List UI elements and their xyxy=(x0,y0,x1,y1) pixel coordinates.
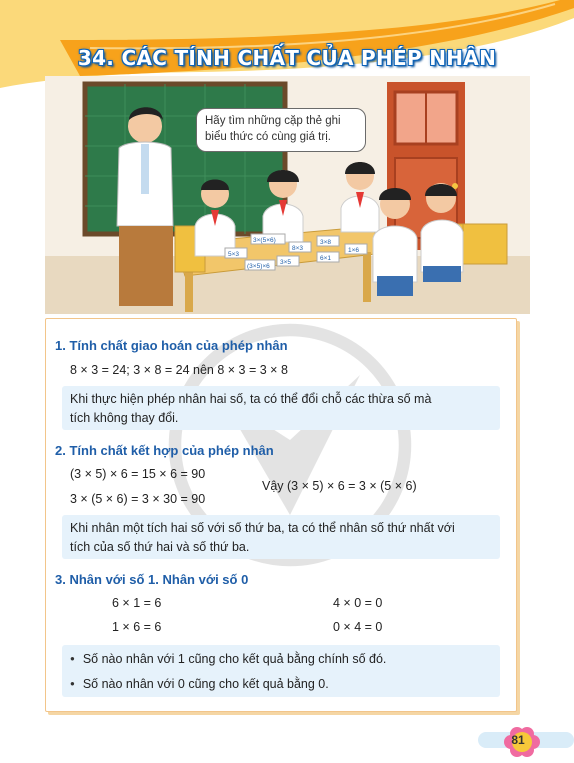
section1-heading: 1. Tính chất giao hoán của phép nhân xyxy=(55,338,288,353)
section2-conclusion: Vậy (3 × 5) × 6 = 3 × (5 × 6) xyxy=(262,479,417,493)
section2-line2: 3 × (5 × 6) = 3 × 30 = 90 xyxy=(70,492,206,506)
card-2: 3×8 xyxy=(320,239,332,246)
section3-eq1: 6 × 1 = 6 xyxy=(112,596,162,610)
card-5: 6×1 xyxy=(320,255,332,262)
page-number: 81 xyxy=(511,733,525,747)
section2-note xyxy=(62,515,500,559)
section3-heading: 3. Nhân với số 1. Nhân với số 0 xyxy=(55,572,249,587)
section1-example: 8 × 3 = 24; 3 × 8 = 24 nên 8 × 3 = 3 × 8 xyxy=(70,363,288,377)
section3-note xyxy=(62,645,500,697)
speech-line-2: biểu thức có cùng giá trị. xyxy=(205,131,331,143)
section3-bullet-1: ● Số nào nhân với 1 cũng cho kết quả bằng chính số đó. xyxy=(70,650,492,670)
section1-note-line1: Khi thực hiện phép nhân hai số, ta có thể đổi chỗ các thừa số mà xyxy=(70,392,432,406)
section2-note-line1: Khi nhân một tích hai số với số thứ ba, ta có thể nhân số thứ nhất với xyxy=(70,521,455,535)
card-7: (3×5)×6 xyxy=(247,263,270,270)
speech-bubble xyxy=(196,108,366,152)
card-3: 8×3 xyxy=(292,245,304,252)
section2-line1: (3 × 5) × 6 = 15 × 6 = 90 xyxy=(70,467,206,481)
section2-note-line2: tích của số thứ hai và số thứ ba. xyxy=(70,540,250,554)
section3-eq3: 4 × 0 = 0 xyxy=(333,596,383,610)
speech-line-1: Hãy tìm những cặp thẻ ghi xyxy=(205,115,341,127)
card-6: 3×5 xyxy=(280,259,292,266)
card-8: 1×6 xyxy=(348,247,360,254)
card-1: 3×(5×6) xyxy=(253,237,276,244)
section3-bullet-2: ● Số nào nhân với 0 cũng cho kết quả bằng 0. xyxy=(70,675,492,695)
section3-eq4: 0 × 4 = 0 xyxy=(333,620,383,634)
section2-heading: 2. Tính chất kết hợp của phép nhân xyxy=(55,443,274,458)
section3-eq2: 1 × 6 = 6 xyxy=(112,620,162,634)
section1-note xyxy=(62,386,500,430)
page-title: 34. CÁC TÍNH CHẤT CỦA PHÉP NHÂN xyxy=(77,46,497,70)
card-4: 5×3 xyxy=(228,251,240,258)
section1-note-line2: tích không thay đổi. xyxy=(70,411,179,425)
